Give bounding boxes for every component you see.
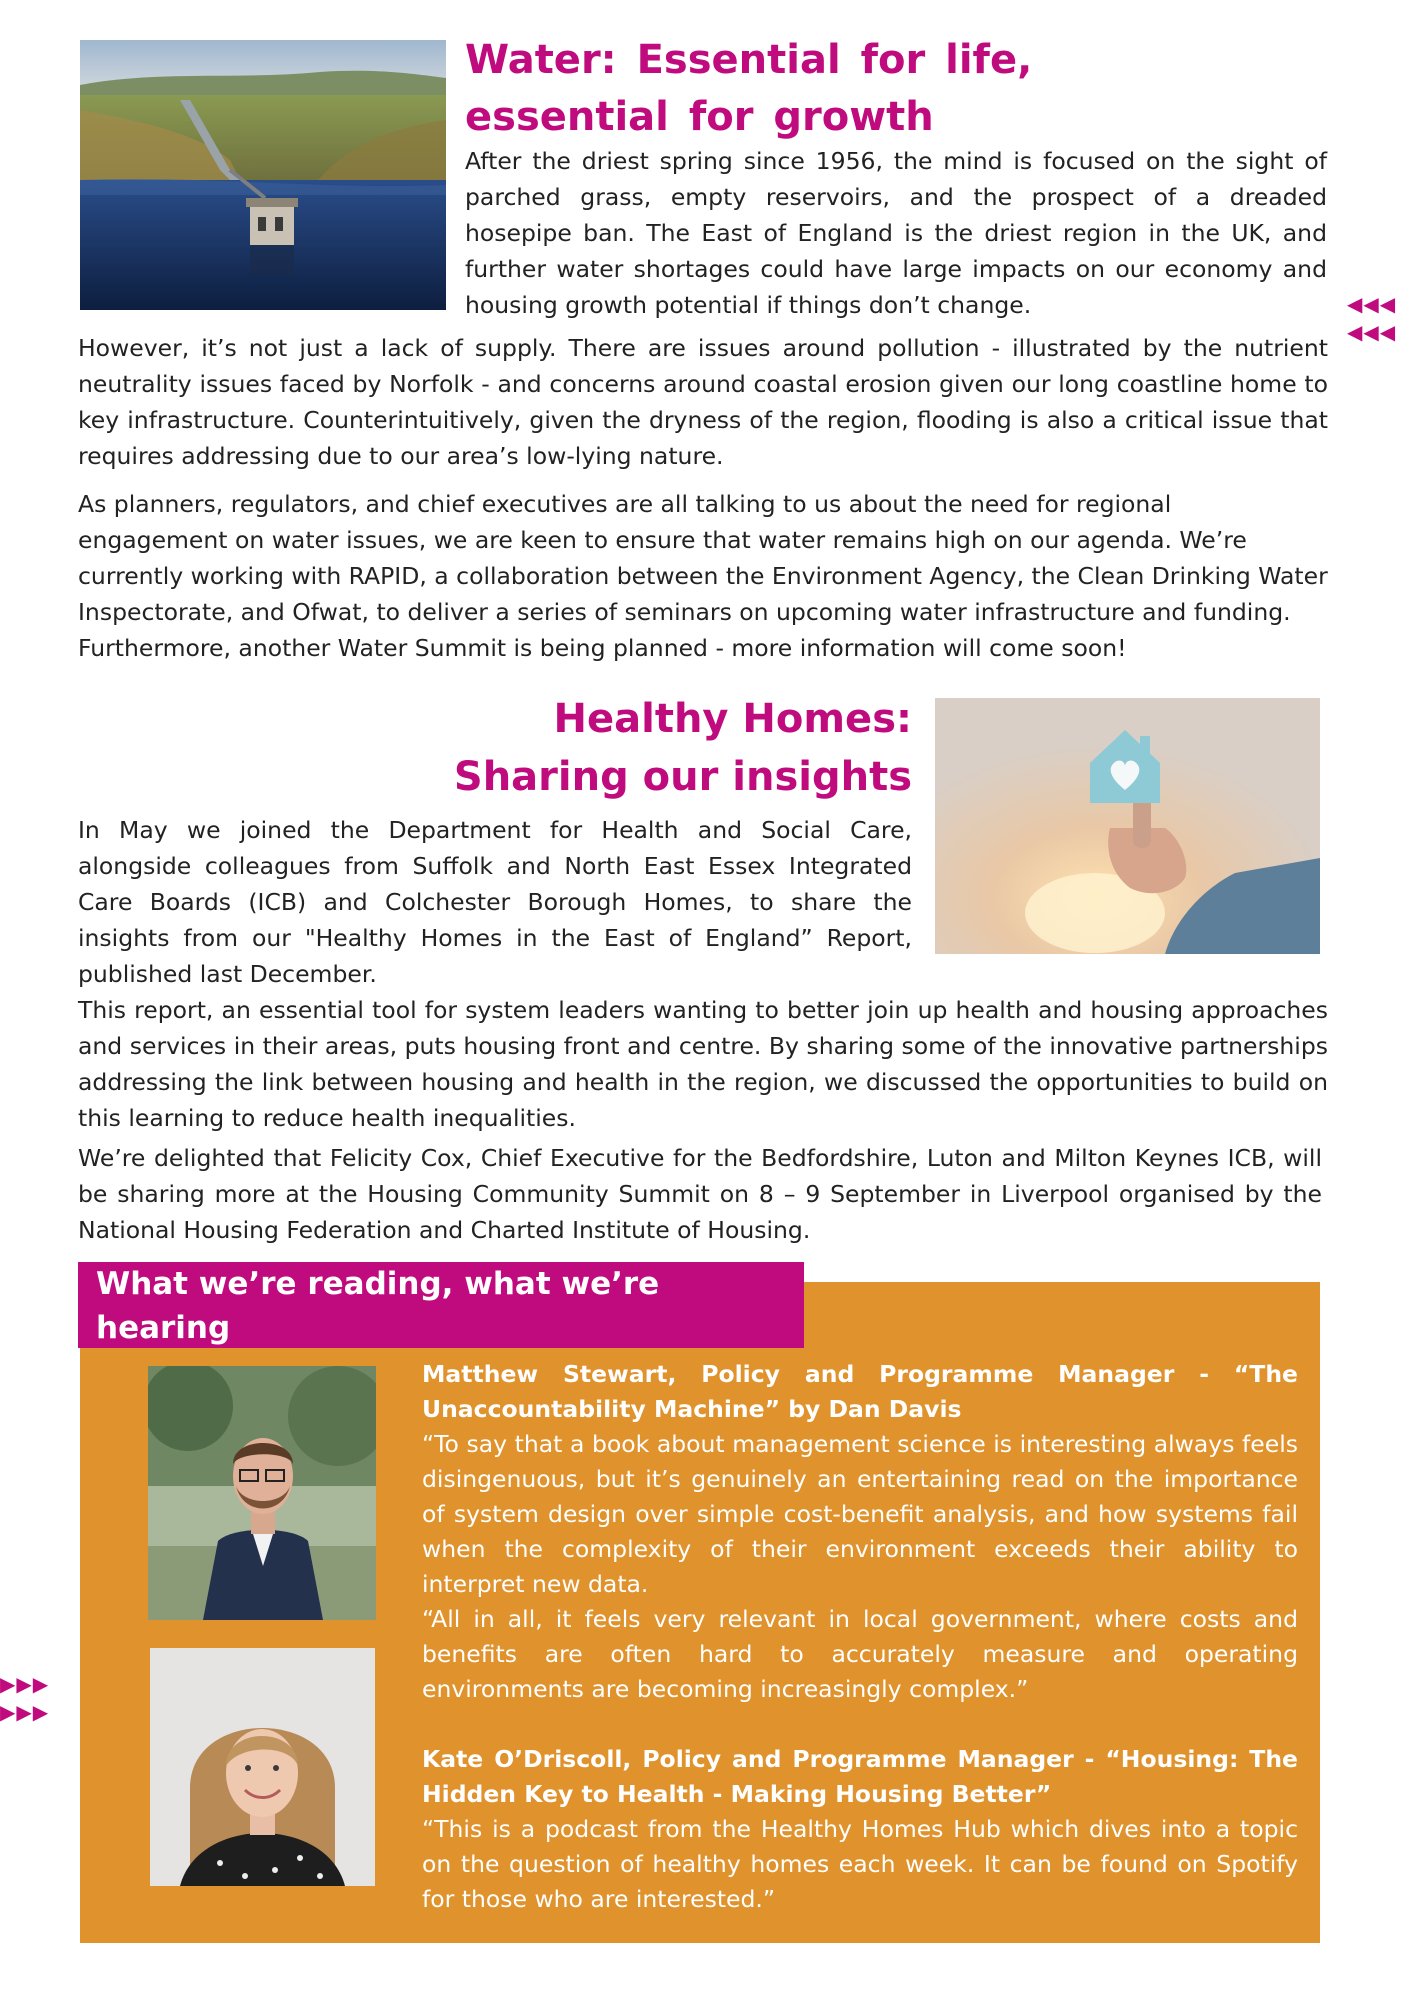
water-heading: Water: Essential for life, essential for growth [465,37,1033,140]
house-heart-photo [935,698,1320,954]
water-paragraph-1: After the driest spring since 1956, the mind is focused on the sight of parched grass, empty reservoirs, and the prospect of a dreaded hosepipe ban. The East of England is the driest region in the UK, and further water shortages could have large impacts on our economy and housing growth potential if things don’t change. [465,147,1327,319]
healthy-homes-paragraph-1: In May we joined the Department for Health and Social Care, alongside colleagues from Suffolk and North East Essex Integrated Care Boards (ICB) and Colchester Borough Homes, to share the insights from our "Healthy Homes in the East of England” Report, published last December. [78,816,912,988]
reading-entry [422,1357,1298,1707]
water-paragraph-2: However, it’s not just a lack of supply. There are issues around pollution - illustrated by the nutrient neutrality issues faced by Norfolk - and concerns around coastal erosion given our long coastline home to key infrastructure. Counterintuitively, given the dryness of the region, flooding is also a critical issue that requires addressing due to our area’s low-lying nature. [78,334,1328,470]
healthy-homes-paragraph-2: This report, an essential tool for system leaders wanting to better join up health and housing approaches and services in their areas, puts housing front and centre. By sharing some of the innovative partnerships addressing the link between housing and health in the region, we discussed the opportunities to build on this learning to reduce health inequalities. [78,996,1328,1132]
matthew-stewart-photo [148,1366,376,1620]
decorative-arrows-right-pointing [0,1670,49,1726]
arrow-row-2: ◀◀◀ [1347,320,1397,344]
healthy-homes-heading [300,690,912,806]
healthy-homes-heading-line2: Sharing our insights [453,754,912,800]
entry-heading: Matthew Stewart, Policy and Programme Manager - “The Unaccountability Machine” by Dan Davis [422,1360,1298,1423]
reading-entries [422,1357,1298,1917]
healthy-homes-heading-line1: Healthy Homes: [553,696,912,742]
water-paragraph-3: As planners, regulators, and chief executives are all talking to us about the need for regional engagement on water issues, we are keen to ensure that water remains high on our agenda. We’re currently working with RAPID, a collaboration between the Environment Agency, the Clean Drinking Water Inspectorate, and Ofwat, to deliver a series of seminars on upcoming water infrastructure and funding. Furthermore, another Water Summit is being planned - more information will come soon! [78,490,1328,662]
reading-section-heading: What we’re reading, what we’re hearing [78,1262,804,1348]
arrow-row-2: ▶▶▶ [0,1700,50,1724]
arrow-row-1: ◀◀◀ [1347,292,1397,316]
entry-quote: “This is a podcast from the Healthy Homes Hub which dives into a topic on the question of healthy homes each week. It can be found on Spotify for those who are interested.” [422,1815,1298,1913]
entry-heading: Kate O’Driscoll, Policy and Programme Manager - “Housing: The Hidden Key to Health - Making Housing Better” [422,1745,1298,1808]
reading-entry [422,1742,1298,1917]
entry-quote: “To say that a book about management science is interesting always feels disingenuous, but it’s genuinely an entertaining read on the importance of system design over simple cost-benefit analysis, and how systems fail when the complexity of their environment exceeds their ability to interpret new data. [422,1430,1298,1598]
arrow-row-1: ▶▶▶ [0,1672,50,1696]
kate-odriscoll-photo [150,1648,375,1886]
entry-quote: “All in all, it feels very relevant in local government, where costs and benefits are often hard to accurately measure and operating environments are becoming increasingly complex.” [422,1605,1298,1703]
reservoir-photo [80,40,446,310]
healthy-homes-paragraph-3: We’re delighted that Felicity Cox, Chief Executive for the Bedfordshire, Luton and Milton Keynes ICB, will be sharing more at the Housing Community Summit on 8 – 9 September in Liverpool organised by the National Housing Federation and Charted Institute of Housing. [78,1144,1322,1244]
decorative-arrows-left-pointing [1347,290,1396,346]
